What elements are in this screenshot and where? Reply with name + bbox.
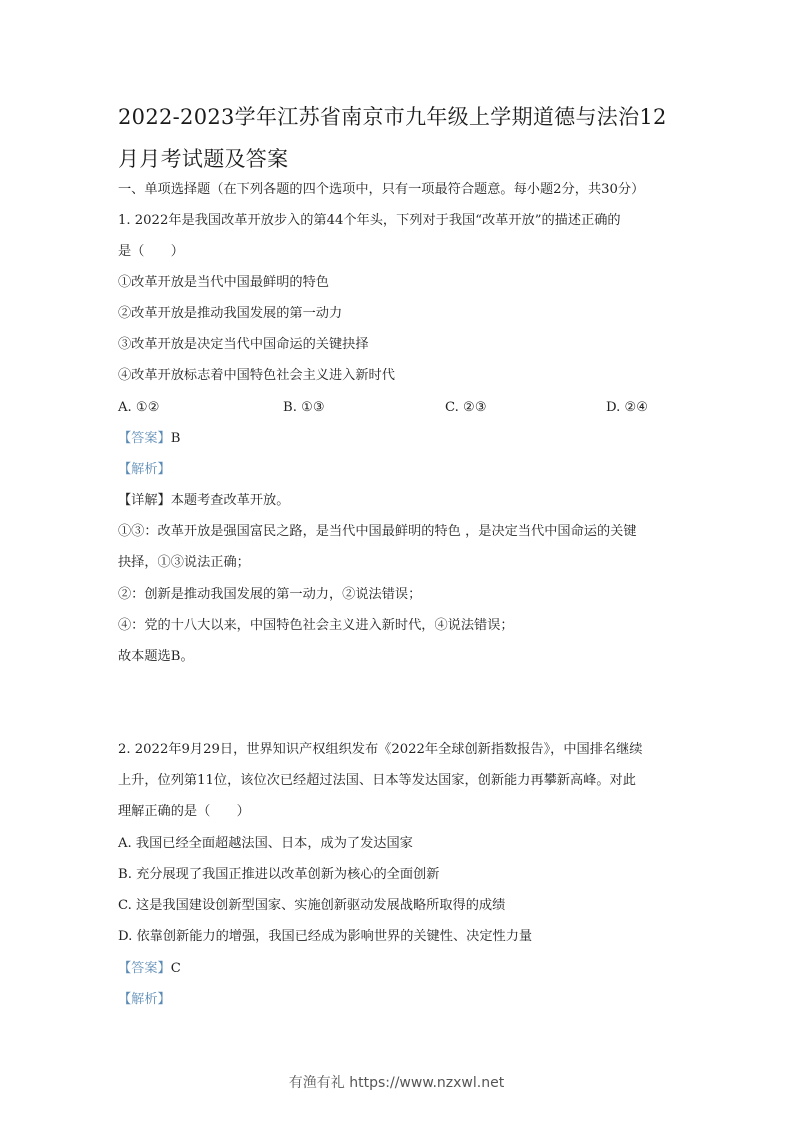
document-title-line1: 2022-2023学年江苏省南京市九年级上学期道德与法治12 (118, 105, 667, 129)
q1-detail-line5: ④：党的十八大以来，中国特色社会主义进入新时代，④说法错误； (118, 618, 514, 633)
q1-statement-4: ④改革开放标志着中国特色社会主义进入新时代 (118, 368, 395, 383)
q1-statement-3: ③改革开放是决定当代中国命运的关键抉择 (118, 337, 369, 352)
q2-stem-line1: 2. 2022年9月29日，世界知识产权组织发布《2022年全球创新指数报告》，中国排名继续 (118, 742, 643, 757)
q2-stem-line3: 理解正确的是（ ） (118, 804, 250, 819)
q1-option-a: A. ①② (118, 400, 160, 415)
q1-detail-line2: ①③：改革开放是强国富民之路，是当代中国最鲜明的特色 ，是决定当代中国命运的关键 (118, 524, 637, 539)
section-heading: 一、单项选择题（在下列各题的四个选项中，只有一项最符合题意。每小题2分，共30分） (118, 182, 645, 197)
q2-option-c: C. 这是我国建设创新型国家、实施创新驱动发展战略所取得的成绩 (118, 898, 506, 913)
answer-value: B (170, 431, 181, 446)
q1-statement-2: ②改革开放是推动我国发展的第一动力 (118, 306, 343, 321)
detail-label: 【详解】 (118, 493, 171, 508)
q1-statement-1: ①改革开放是当代中国最鲜明的特色 (118, 275, 329, 290)
q2-option-d: D. 依靠创新能力的增强，我国已经成为影响世界的关键性、决定性力量 (118, 929, 533, 944)
q1-detail-line3: 抉择，①③说法正确； (118, 555, 250, 570)
answer-label: 【答案】 (118, 961, 171, 976)
q2-option-b: B. 充分展现了我国正推进以改革创新为核心的全面创新 (118, 867, 440, 882)
q1-detail-line1 (118, 494, 289, 507)
document-title-line2: 月月考试题及答案 (118, 147, 289, 171)
q1-option-c: C. ②③ (445, 400, 487, 415)
q1-detail-line6: 故本题选B。 (118, 649, 194, 664)
q2-answer (118, 962, 181, 975)
q1-analysis-label (118, 463, 171, 476)
answer-value: C (170, 961, 181, 976)
analysis-label: 【解析】 (118, 462, 171, 477)
detail-text: 本题考查改革开放。 (170, 493, 290, 508)
answer-label: 【答案】 (118, 431, 171, 446)
q2-option-a: A. 我国已经全面超越法国、日本，成为了发达国家 (118, 836, 413, 851)
q1-stem-line2: 是（ ） (118, 244, 184, 259)
q2-stem-line2: 上升，位列第11位，该位次已经超过法国、日本等发达国家，创新能力再攀新高峰。对此 (118, 773, 636, 788)
q1-stem-line1: 1. 2022年是我国改革开放步入的第44个年头，下列对于我国“改革开放”的描述正确的 (118, 213, 621, 228)
footer-watermark: 有渔有礼 https://www.nzxwl.net (288, 1075, 505, 1091)
q2-analysis-label (118, 993, 171, 1006)
q1-answer (118, 432, 180, 445)
q1-option-d: D. ②④ (606, 400, 649, 415)
q1-option-b: B. ①③ (283, 400, 325, 415)
q1-detail-line4: ②：创新是推动我国发展的第一动力，②说法错误； (118, 587, 422, 602)
analysis-label: 【解析】 (118, 992, 171, 1007)
